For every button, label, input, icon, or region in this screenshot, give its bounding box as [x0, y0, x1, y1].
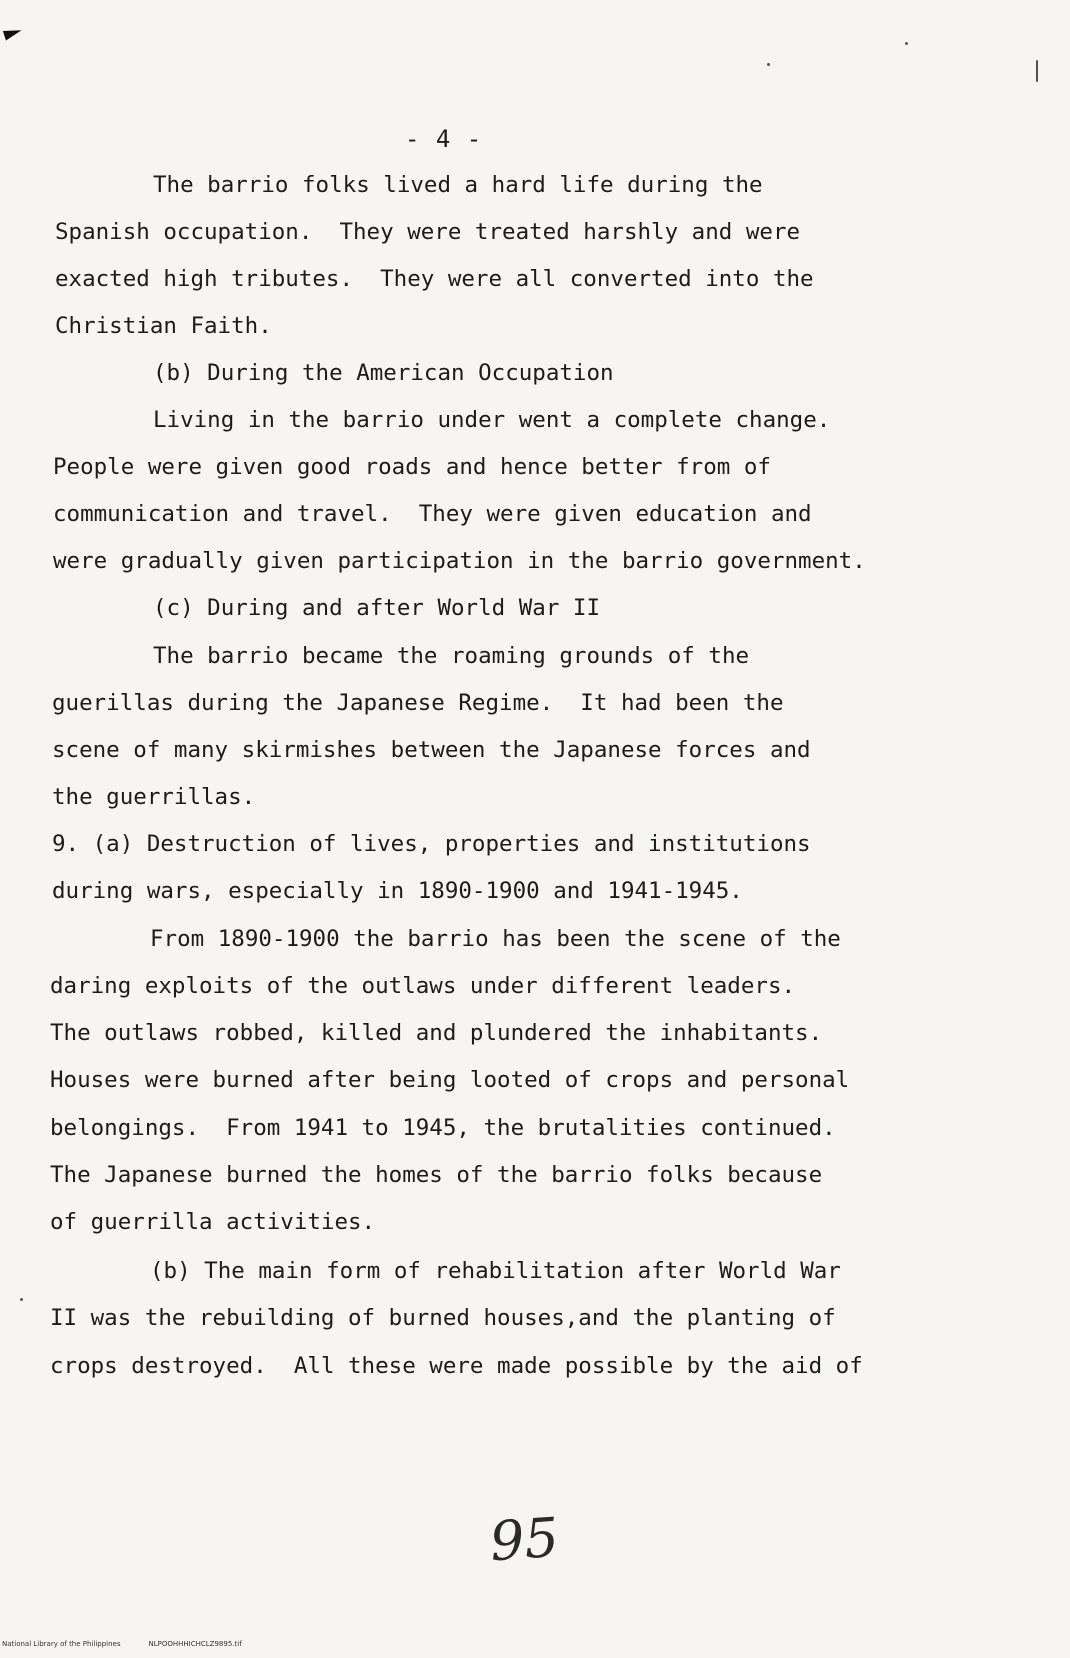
text-line: Spanish occupation. They were treated harshly and were [55, 219, 801, 245]
scan-speck [905, 42, 908, 45]
text-line: People were given good roads and hence better from of [53, 454, 771, 480]
text-line: of guerrilla activities. [50, 1209, 376, 1235]
section-heading: (c) During and after World War II [153, 595, 601, 621]
footer-filename: NLPOOHHHICHCLZ9895.tif [148, 1640, 242, 1648]
page-number: - 4 - [405, 125, 483, 153]
scan-footer [2, 1640, 242, 1648]
text-line: daring exploits of the outlaws under different leaders. [50, 973, 796, 999]
text-line: The barrio became the roaming grounds of the [153, 643, 750, 669]
scan-corner-mark [3, 25, 23, 40]
handwritten-page-number: 95 [487, 1505, 561, 1574]
text-line: Houses were burned after being looted of crops and personal [50, 1067, 850, 1093]
text-line: Living in the barrio under went a complete change. [153, 407, 831, 433]
text-line: crops destroyed. All these were made possible by the aid of [50, 1353, 863, 1379]
text-line: The outlaws robbed, killed and plundered the inhabitants. [50, 1020, 823, 1046]
footer-library: National Library of the Philippines [2, 1640, 121, 1648]
text-line: scene of many skirmishes between the Japanese forces and [52, 737, 811, 763]
text-line: exacted high tributes. They were all converted into the [55, 266, 814, 292]
text-line: From 1890-1900 the barrio has been the scene of the [150, 926, 841, 952]
scan-speck [1036, 60, 1038, 82]
text-line: Christian Faith. [55, 313, 272, 339]
text-line: II was the rebuilding of burned houses,and the planting of [50, 1305, 836, 1331]
text-line: the guerrillas. [52, 784, 256, 810]
text-line: were gradually given participation in the barrio government. [53, 548, 866, 574]
section-heading: 9. (a) Destruction of lives, properties and institutions [52, 831, 811, 857]
text-line: communication and travel. They were given education and [53, 501, 812, 527]
text-line: The Japanese burned the homes of the barrio folks because [50, 1162, 823, 1188]
text-line: guerillas during the Japanese Regime. It had been the [52, 690, 784, 716]
section-heading: (b) During the American Occupation [153, 360, 614, 386]
text-line: (b) The main form of rehabilitation after World War [150, 1258, 841, 1284]
scan-speck [20, 1298, 23, 1301]
section-heading: during wars, especially in 1890-1900 and 1941-1945. [52, 878, 743, 904]
text-line: belongings. From 1941 to 1945, the brutalities continued. [50, 1115, 836, 1141]
text-line: The barrio folks lived a hard life during the [153, 172, 763, 198]
scan-speck [767, 63, 770, 66]
